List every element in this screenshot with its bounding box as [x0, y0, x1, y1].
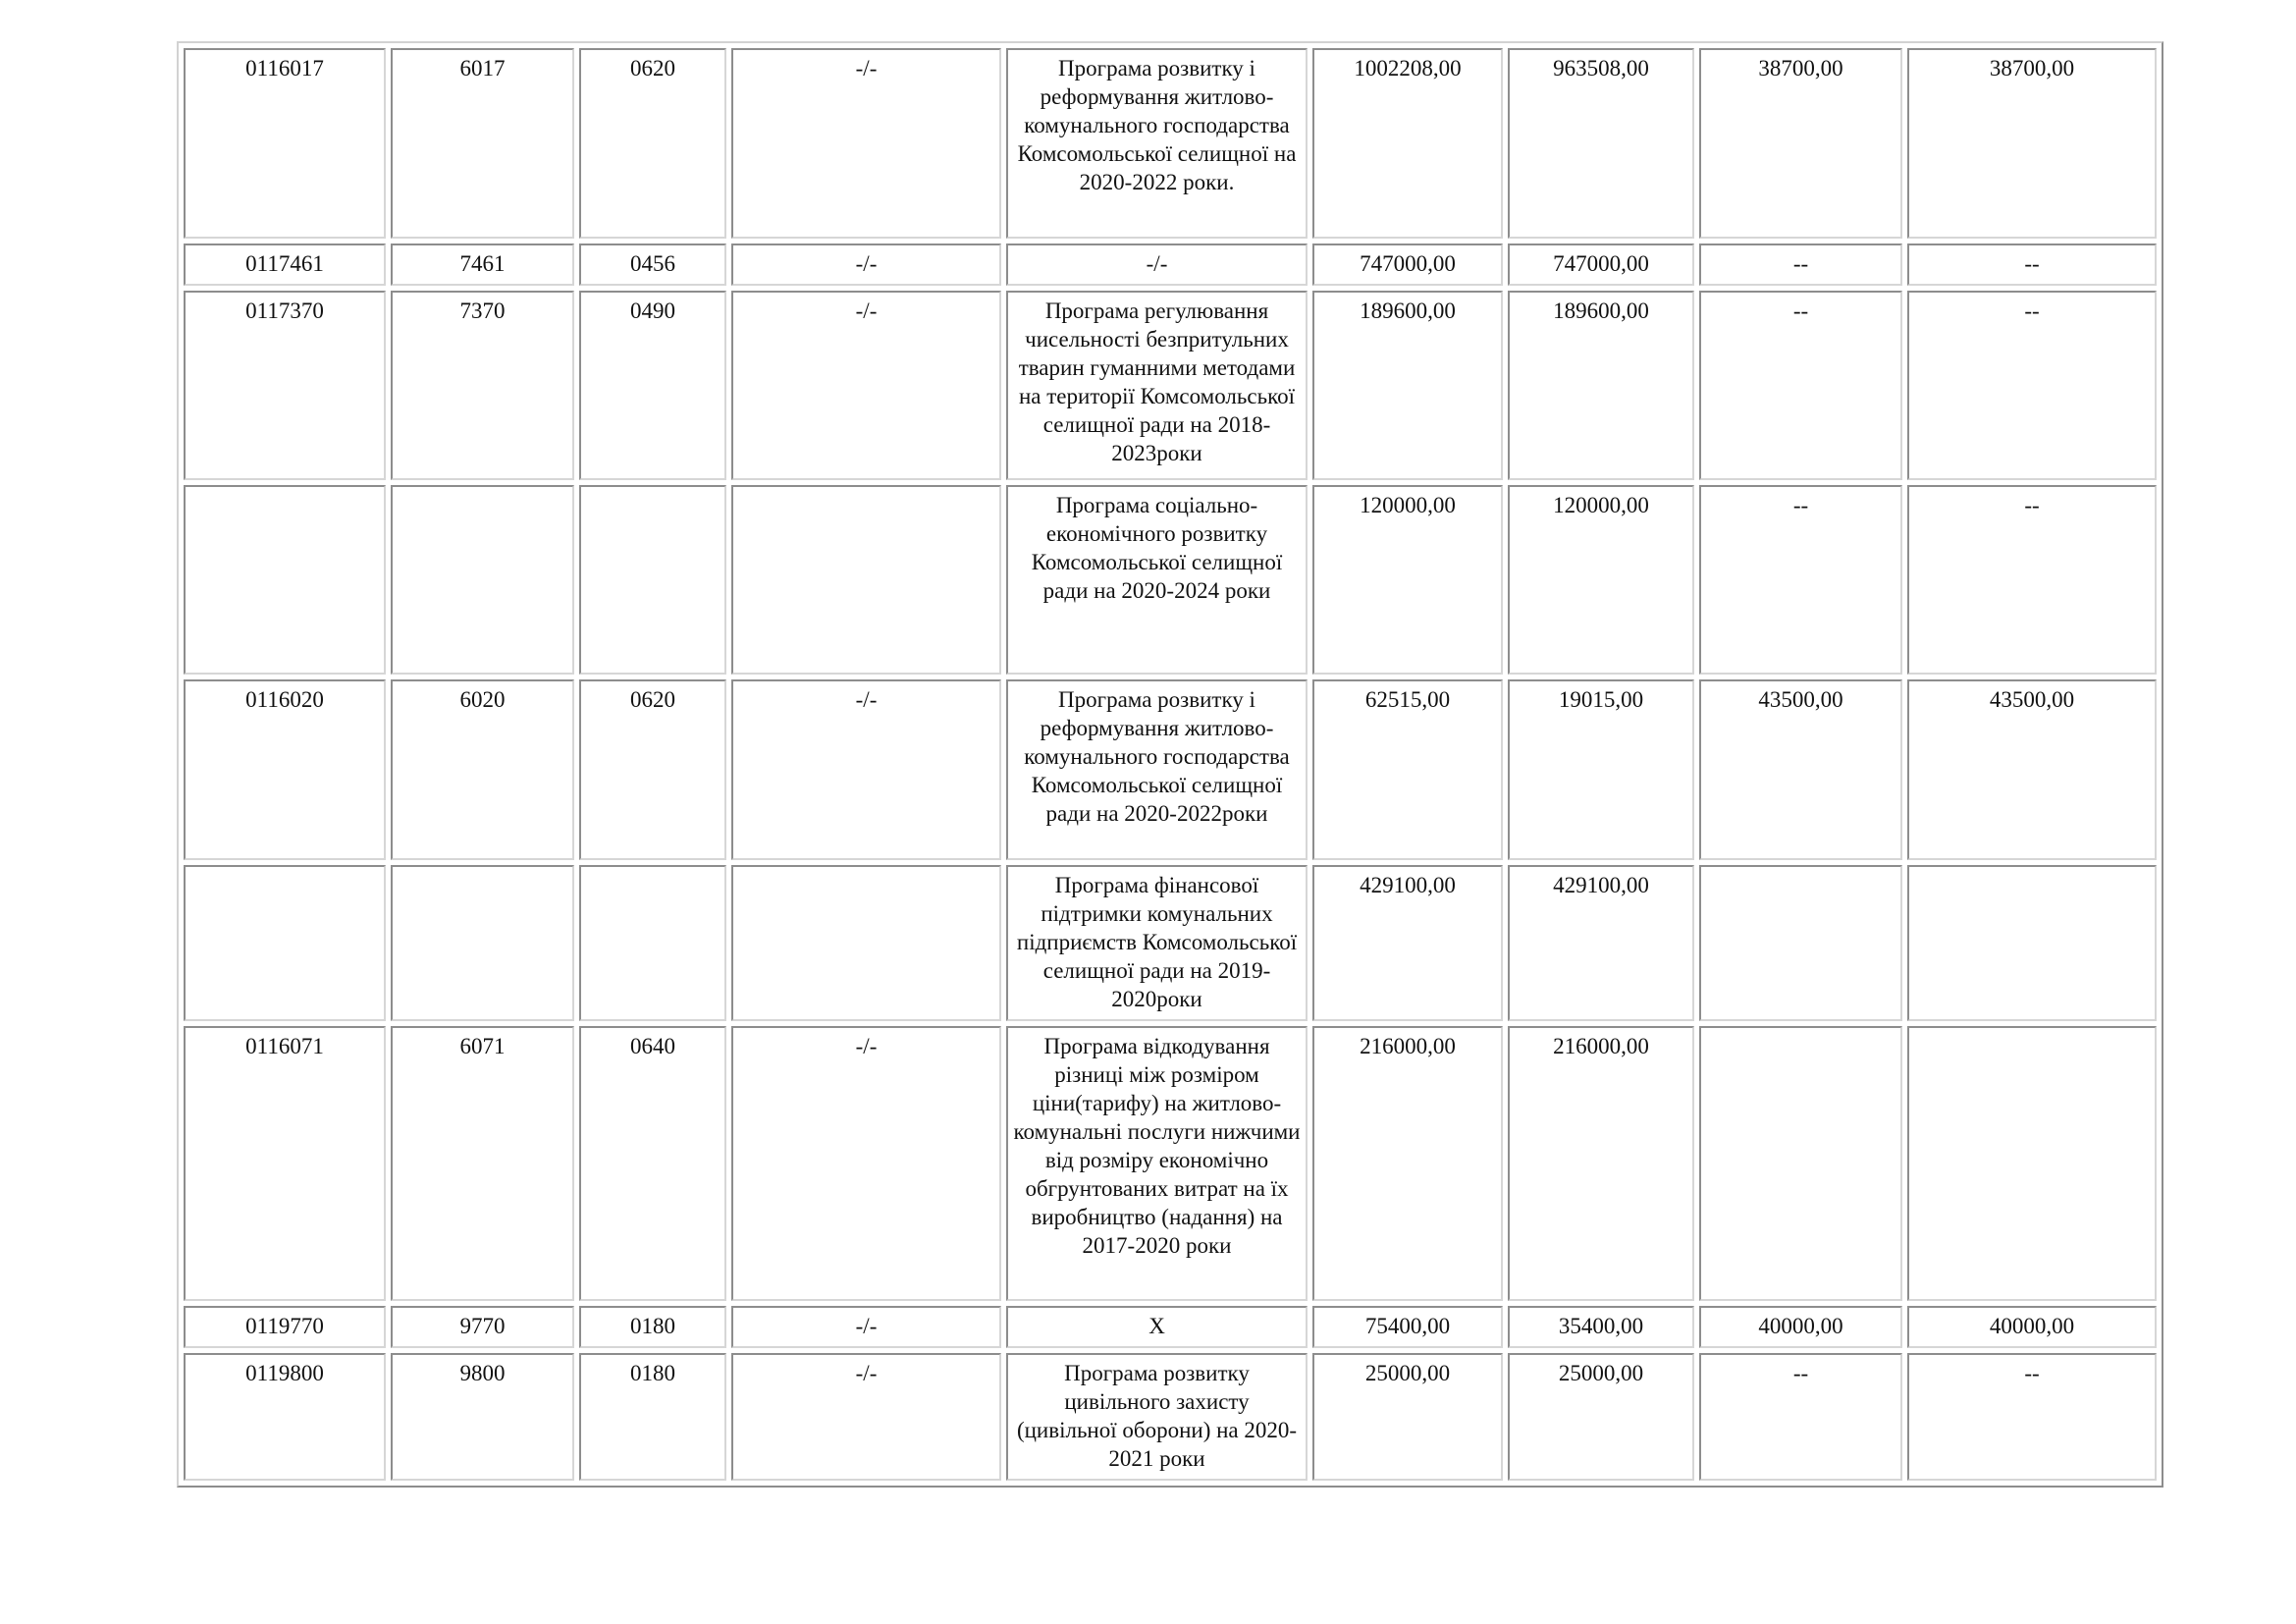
reference-cell: -/-	[731, 291, 1001, 480]
kfkvk-code-cell: 0490	[579, 291, 726, 480]
development-budget-cell: 38700,00	[1907, 48, 2157, 239]
total-amount-cell: 75400,00	[1312, 1306, 1503, 1348]
general-fund-cell: 747000,00	[1508, 244, 1694, 286]
kpkvk-code-cell: 9770	[391, 1306, 574, 1348]
program-code-cell	[184, 865, 386, 1021]
general-fund-cell: 189600,00	[1508, 291, 1694, 480]
general-fund-cell: 963508,00	[1508, 48, 1694, 239]
development-budget-cell: --	[1907, 485, 2157, 675]
table-row	[184, 291, 2157, 480]
kpkvk-code-cell: 6017	[391, 48, 574, 239]
table-row	[184, 1026, 2157, 1301]
general-fund-cell: 429100,00	[1508, 865, 1694, 1021]
reference-cell: -/-	[731, 1306, 1001, 1348]
reference-cell	[731, 485, 1001, 675]
reference-cell: -/-	[731, 1353, 1001, 1481]
budget-programs-table	[177, 41, 2163, 1488]
kfkvk-code-cell: 0180	[579, 1353, 726, 1481]
total-amount-cell: 25000,00	[1312, 1353, 1503, 1481]
kfkvk-code-cell	[579, 865, 726, 1021]
total-amount-cell: 747000,00	[1312, 244, 1503, 286]
total-amount-cell: 62515,00	[1312, 679, 1503, 860]
special-fund-cell: 40000,00	[1699, 1306, 1902, 1348]
special-fund-cell: --	[1699, 485, 1902, 675]
special-fund-cell: --	[1699, 1353, 1902, 1481]
kfkvk-code-cell: 0620	[579, 48, 726, 239]
general-fund-cell: 19015,00	[1508, 679, 1694, 860]
table-row	[184, 1306, 2157, 1348]
reference-cell: -/-	[731, 244, 1001, 286]
special-fund-cell: 38700,00	[1699, 48, 1902, 239]
reference-cell: -/-	[731, 1026, 1001, 1301]
kfkvk-code-cell: 0620	[579, 679, 726, 860]
program-code-cell: 0116071	[184, 1026, 386, 1301]
table-row	[184, 244, 2157, 286]
kpkvk-code-cell	[391, 865, 574, 1021]
special-fund-cell: --	[1699, 244, 1902, 286]
general-fund-cell: 120000,00	[1508, 485, 1694, 675]
special-fund-cell	[1699, 1026, 1902, 1301]
table-row	[184, 1353, 2157, 1481]
program-name-cell: Програма фінансової підтримки комунальних підприємств Комсомольської селищної ради на 2019-2020роки	[1006, 865, 1308, 1021]
kfkvk-code-cell: 0640	[579, 1026, 726, 1301]
program-name-cell: Програма розвитку і реформування житлово-комунального господарства Комсомольської селищної ради на 2020-2022роки	[1006, 679, 1308, 860]
general-fund-cell: 216000,00	[1508, 1026, 1694, 1301]
total-amount-cell: 189600,00	[1312, 291, 1503, 480]
total-amount-cell: 216000,00	[1312, 1026, 1503, 1301]
table-row	[184, 48, 2157, 239]
kpkvk-code-cell: 9800	[391, 1353, 574, 1481]
program-name-cell: Програма соціально-економічного розвитку Комсомольської селищної ради на 2020-2024 роки	[1006, 485, 1308, 675]
program-code-cell: 0119800	[184, 1353, 386, 1481]
table-body	[184, 48, 2157, 1481]
development-budget-cell	[1907, 865, 2157, 1021]
program-code-cell	[184, 485, 386, 675]
program-code-cell: 0119770	[184, 1306, 386, 1348]
kpkvk-code-cell	[391, 485, 574, 675]
kfkvk-code-cell	[579, 485, 726, 675]
development-budget-cell	[1907, 1026, 2157, 1301]
table-row	[184, 485, 2157, 675]
kfkvk-code-cell: 0456	[579, 244, 726, 286]
kpkvk-code-cell: 6020	[391, 679, 574, 860]
special-fund-cell: 43500,00	[1699, 679, 1902, 860]
program-name-cell: X	[1006, 1306, 1308, 1348]
program-name-cell: Програма відкодування різниці між розміром ціни(тарифу) на житлово-комунальні послуги нижчими від розміру економічно обгрунтованих витрат на їх виробництво (надання) на 2017-2020 роки	[1006, 1026, 1308, 1301]
reference-cell	[731, 865, 1001, 1021]
program-name-cell: -/-	[1006, 244, 1308, 286]
total-amount-cell: 120000,00	[1312, 485, 1503, 675]
development-budget-cell: --	[1907, 244, 2157, 286]
program-code-cell: 0117370	[184, 291, 386, 480]
special-fund-cell	[1699, 865, 1902, 1021]
kpkvk-code-cell: 7370	[391, 291, 574, 480]
program-name-cell: Програма розвитку і реформування житлово-комунального господарства Комсомольської селищної на 2020-2022 роки.	[1006, 48, 1308, 239]
development-budget-cell: --	[1907, 291, 2157, 480]
budget-table-page	[177, 41, 2152, 1488]
total-amount-cell: 1002208,00	[1312, 48, 1503, 239]
general-fund-cell: 25000,00	[1508, 1353, 1694, 1481]
table-row	[184, 679, 2157, 860]
general-fund-cell: 35400,00	[1508, 1306, 1694, 1348]
development-budget-cell: 43500,00	[1907, 679, 2157, 860]
program-code-cell: 0116017	[184, 48, 386, 239]
reference-cell: -/-	[731, 48, 1001, 239]
program-code-cell: 0117461	[184, 244, 386, 286]
table-row	[184, 865, 2157, 1021]
reference-cell: -/-	[731, 679, 1001, 860]
development-budget-cell: 40000,00	[1907, 1306, 2157, 1348]
total-amount-cell: 429100,00	[1312, 865, 1503, 1021]
program-code-cell: 0116020	[184, 679, 386, 860]
kpkvk-code-cell: 7461	[391, 244, 574, 286]
kpkvk-code-cell: 6071	[391, 1026, 574, 1301]
program-name-cell: Програма регулювання чисельності безпритульних тварин гуманними методами на території Комсомольської селищної ради на 2018-2023роки	[1006, 291, 1308, 480]
program-name-cell: Програма розвитку цивільного захисту (цивільної оборони) на 2020-2021 роки	[1006, 1353, 1308, 1481]
special-fund-cell: --	[1699, 291, 1902, 480]
kfkvk-code-cell: 0180	[579, 1306, 726, 1348]
development-budget-cell: --	[1907, 1353, 2157, 1481]
